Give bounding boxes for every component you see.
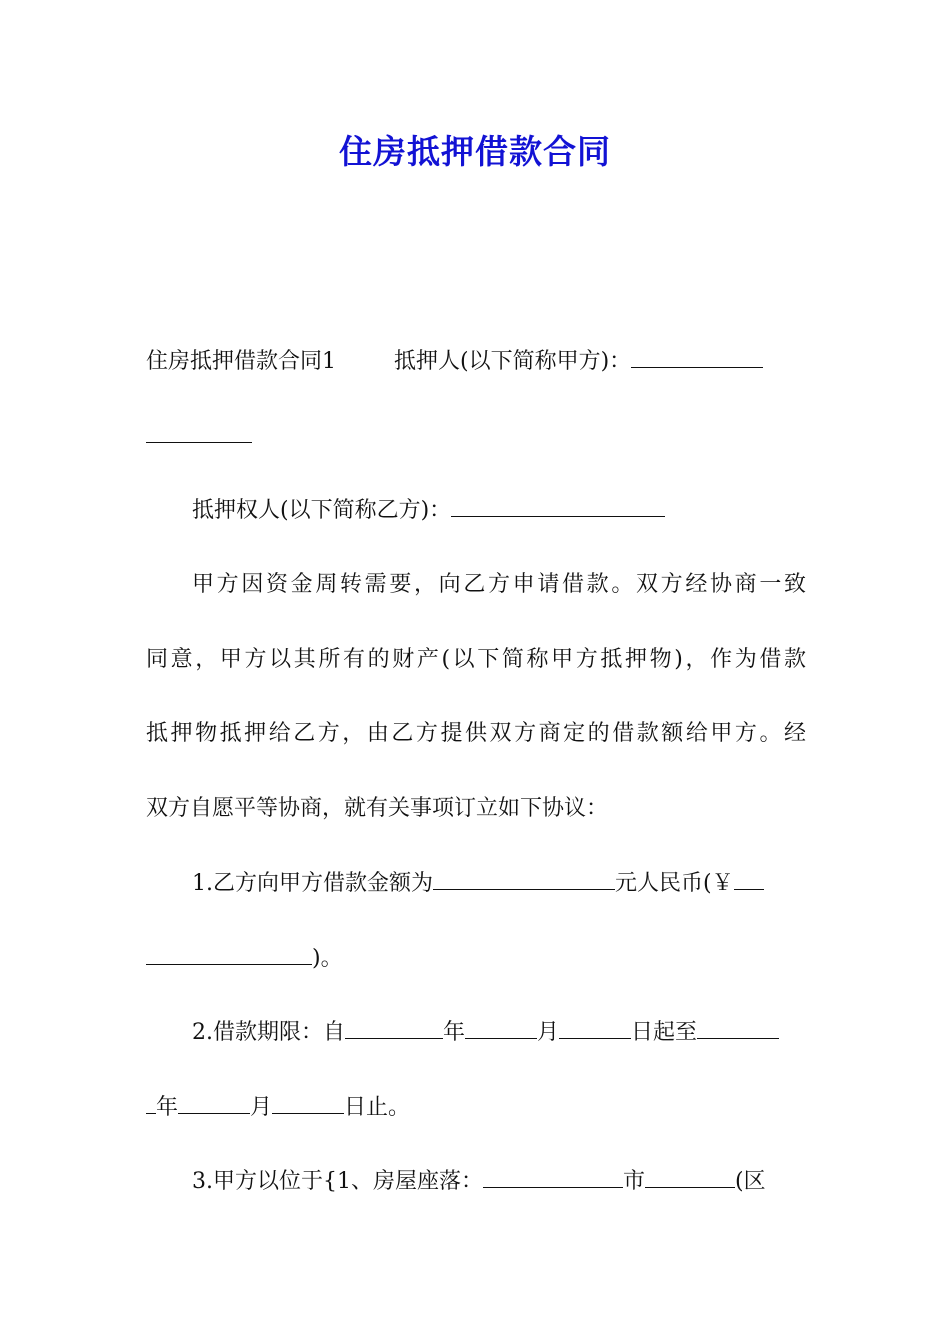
mortgagee-label: 抵押权人(以下简称乙方)： (192, 498, 452, 523)
clause-3-location-label: 3.甲方以位于{1、房屋座落： (192, 1169, 483, 1194)
start-month-blank (465, 1012, 537, 1039)
clause-1-amount-label: 1.乙方向甲方借款金额为 (192, 871, 433, 896)
start-month-label: 月 (537, 1020, 560, 1045)
start-year-blank (345, 1012, 443, 1039)
loan-amount-blank (433, 863, 615, 890)
end-year-label: 年 (156, 1095, 179, 1120)
document-title: 住房抵押借款合同 (339, 132, 611, 171)
city-blank (483, 1161, 623, 1188)
end-year-blank (697, 1012, 779, 1039)
mortgagor-blank (631, 341, 763, 368)
clause-1-line-2 (146, 938, 806, 978)
intro-paragraph-line-2: 同意，甲方以其所有的财产(以下简称甲方抵押物)，作为借款 (146, 647, 806, 672)
clause-2-term-label: 2.借款期限：自 (192, 1020, 345, 1045)
loan-amount-figure-blank-continued (146, 938, 312, 965)
clause-2-line-1 (146, 1012, 806, 1052)
start-year-label: 年 (443, 1020, 466, 1045)
end-year-blank-continued (146, 1087, 156, 1114)
intro-paragraph-line-1: 甲方因资金周转需要，向乙方申请借款。双方经协商一致 (192, 572, 806, 597)
clause-2-line-2 (146, 1087, 806, 1127)
start-day-label: 日起至 (631, 1020, 698, 1045)
end-month-label: 月 (250, 1095, 273, 1120)
intro-paragraph-line-3: 抵押物抵押给乙方，由乙方提供双方商定的借款额给甲方。经 (146, 721, 806, 746)
end-month-blank (178, 1087, 250, 1114)
clause-1-currency-label: 元人民币(￥ (615, 871, 734, 896)
loan-amount-figure-blank (734, 863, 764, 890)
mortgagee-blank (451, 490, 665, 517)
mortgagor-label: 抵押人(以下简称甲方)： (394, 349, 632, 374)
contract-heading-text: 住房抵押借款合同1 (146, 349, 336, 374)
clause-1-line-1 (146, 863, 806, 903)
end-day-label: 日止。 (344, 1095, 411, 1120)
clause-1-close: )。 (312, 946, 343, 971)
parties-line-mortgagee (146, 490, 806, 530)
district-blank (645, 1161, 735, 1188)
parties-line-mortgagor (146, 341, 806, 381)
mortgagor-blank-continued-line (146, 416, 806, 456)
intro-paragraph-line-4: 双方自愿平等协商，就有关事项订立如下协议： (146, 796, 609, 821)
mortgagor-blank-continued (146, 416, 252, 443)
start-day-blank (559, 1012, 631, 1039)
end-day-blank (272, 1087, 344, 1114)
district-label: (区 (735, 1169, 766, 1194)
clause-3-line-1 (146, 1161, 806, 1201)
city-label: 市 (623, 1169, 646, 1194)
